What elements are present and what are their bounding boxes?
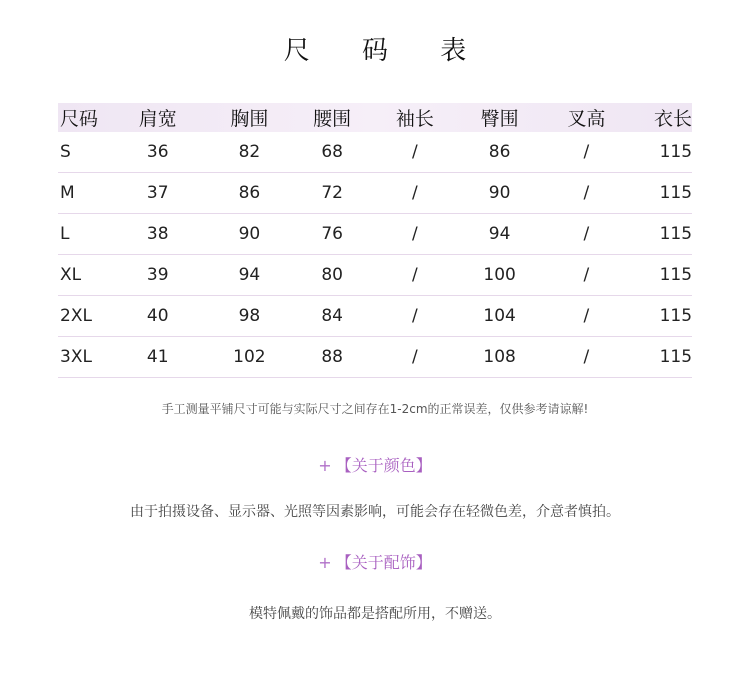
table-body bbox=[58, 132, 692, 378]
cell-length: 115 bbox=[659, 224, 693, 244]
cell-waist: 68 bbox=[321, 142, 343, 162]
cell-size: L bbox=[60, 224, 70, 244]
cell-length: 115 bbox=[659, 347, 693, 367]
cell-slit: / bbox=[583, 347, 590, 367]
cell-waist: 80 bbox=[321, 265, 343, 285]
color-section-heading bbox=[0, 453, 750, 476]
cell-size: XL bbox=[60, 265, 82, 285]
size-table bbox=[58, 103, 692, 378]
cell-size: M bbox=[60, 183, 75, 203]
cell-hip: 104 bbox=[483, 306, 516, 326]
accessory-heading-text: 【关于配饰】 bbox=[335, 553, 432, 572]
header-slit: 叉高 bbox=[567, 108, 606, 130]
cell-length: 115 bbox=[659, 306, 693, 326]
cell-size: 3XL bbox=[60, 347, 92, 367]
cell-length: 115 bbox=[659, 142, 693, 162]
cell-shoulder: 40 bbox=[146, 306, 169, 326]
cell-sleeve: / bbox=[412, 224, 418, 244]
table-header-row bbox=[58, 103, 692, 132]
cell-bust: 102 bbox=[233, 347, 266, 367]
header-hip: 臀围 bbox=[480, 108, 519, 130]
cell-hip: 94 bbox=[488, 224, 511, 244]
color-heading-text: 【关于颜色】 bbox=[335, 456, 432, 475]
cell-bust: 86 bbox=[238, 183, 261, 203]
cell-shoulder: 38 bbox=[146, 224, 169, 244]
table-row bbox=[58, 214, 692, 255]
cell-sleeve: / bbox=[412, 306, 418, 326]
cell-size: S bbox=[60, 142, 71, 162]
plus-icon: + bbox=[318, 553, 332, 572]
cell-slit: / bbox=[583, 265, 590, 285]
cell-shoulder: 39 bbox=[146, 265, 169, 285]
header-size: 尺码 bbox=[60, 108, 99, 130]
header-length: 衣长 bbox=[654, 108, 693, 130]
accessory-section-text: 模特佩戴的饰品都是搭配所用，不赠送。 bbox=[249, 606, 501, 622]
cell-length: 115 bbox=[659, 183, 693, 203]
cell-waist: 88 bbox=[321, 347, 343, 367]
cell-shoulder: 37 bbox=[146, 183, 169, 203]
accessory-section-heading bbox=[0, 550, 750, 573]
plus-icon: + bbox=[318, 456, 332, 475]
cell-bust: 82 bbox=[238, 142, 261, 162]
cell-slit: / bbox=[583, 142, 590, 162]
table-row bbox=[58, 173, 692, 214]
cell-waist: 76 bbox=[321, 224, 343, 244]
cell-bust: 98 bbox=[238, 306, 261, 326]
cell-length: 115 bbox=[659, 265, 693, 285]
color-section-text: 由于拍摄设备、显示器、光照等因素影响，可能会存在轻微色差，介意者慎拍。 bbox=[130, 504, 620, 520]
cell-bust: 90 bbox=[238, 224, 261, 244]
table-row bbox=[58, 132, 692, 173]
header-shoulder: 肩宽 bbox=[138, 108, 177, 130]
cell-shoulder: 41 bbox=[146, 347, 169, 367]
cell-slit: / bbox=[583, 306, 590, 326]
cell-sleeve: / bbox=[412, 142, 418, 162]
cell-sleeve: / bbox=[412, 347, 418, 367]
table-row bbox=[58, 337, 692, 378]
table-row bbox=[58, 255, 692, 296]
header-waist: 腰围 bbox=[313, 108, 352, 130]
cell-slit: / bbox=[583, 183, 590, 203]
cell-shoulder: 36 bbox=[146, 142, 169, 162]
header-sleeve: 袖长 bbox=[395, 108, 434, 130]
cell-sleeve: / bbox=[412, 265, 418, 285]
cell-hip: 108 bbox=[483, 347, 516, 367]
measurement-note: 手工测量平铺尺寸可能与实际尺寸之间存在1-2cm的正常误差，仅供参考请谅解! bbox=[161, 402, 589, 416]
cell-hip: 86 bbox=[488, 142, 511, 162]
cell-waist: 84 bbox=[321, 306, 343, 326]
cell-sleeve: / bbox=[412, 183, 418, 203]
page-title: 尺 码 表 bbox=[283, 36, 489, 66]
cell-hip: 100 bbox=[483, 265, 516, 285]
cell-size: 2XL bbox=[60, 306, 92, 326]
cell-bust: 94 bbox=[238, 265, 261, 285]
cell-slit: / bbox=[583, 224, 590, 244]
header-bust: 胸围 bbox=[230, 108, 269, 130]
cell-waist: 72 bbox=[321, 183, 343, 203]
cell-hip: 90 bbox=[488, 183, 511, 203]
table-row bbox=[58, 296, 692, 337]
